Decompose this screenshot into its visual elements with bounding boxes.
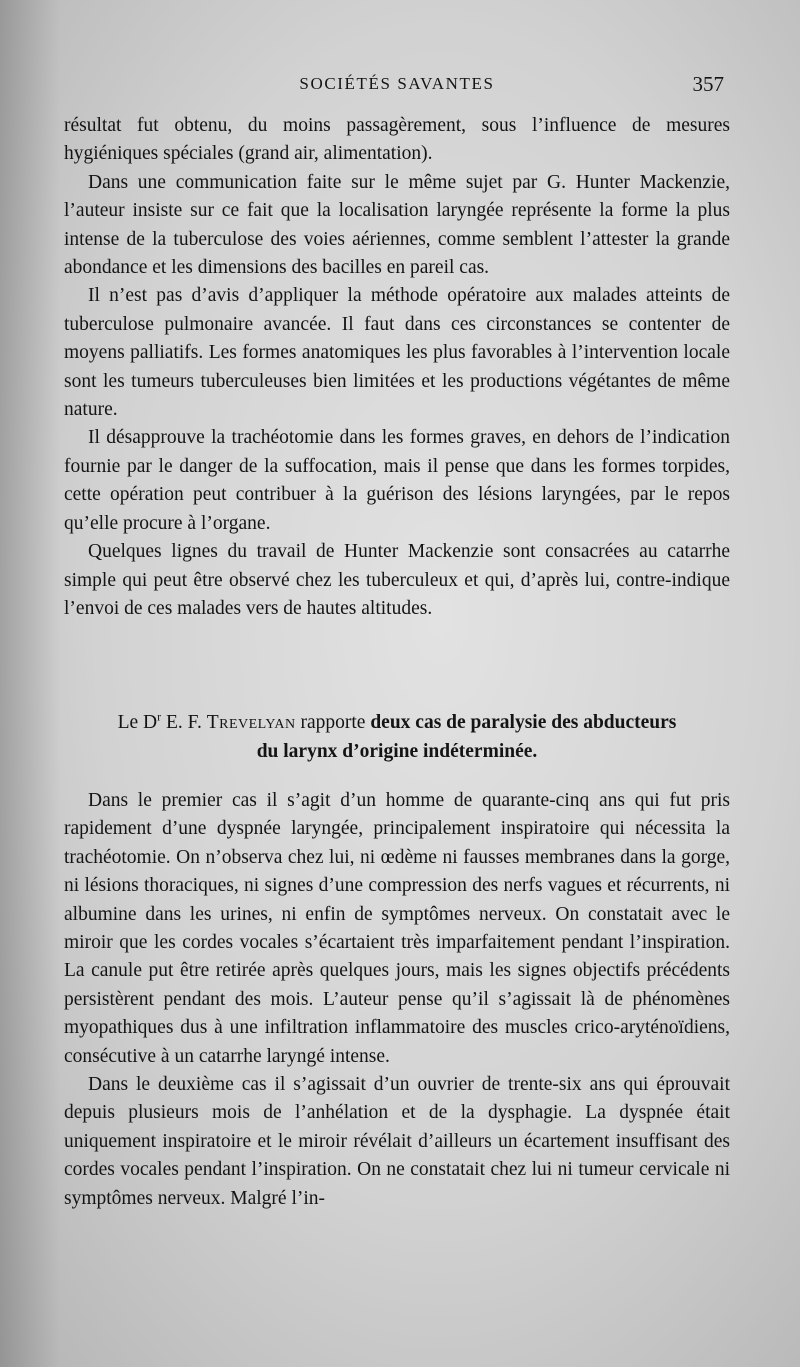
running-head: SOCIÉTÉS SAVANTES bbox=[299, 74, 495, 93]
article-heading bbox=[64, 708, 730, 766]
paragraph: Il désapprouve la trachéotomie dans les formes graves, en dehors de l’indication fournie par le danger de la suffocation, mais il pense que dans les formes torpides, cette opération peut contribuer à la guérison des lésions laryngées, par le repos qu’elle procure à l’organe. bbox=[64, 427, 730, 534]
paragraph: Dans le premier cas il s’agit d’un homme de quarante-cinq ans qui fut pris rapidement d’une dyspnée laryngée, principalement inspiratoire qui nécessita la trachéotomie. On n’observa chez lui, ni œdème ni fausses membranes dans la gorge, ni lésions thoraciques, ni signes d’une compression des nerfs vagues et récurrents, ni albumine dans les urines, ni enfin de symptômes nerveux. On constatait avec le miroir que les cordes vocales s’écartaient très imparfaitement pendant l’inspiration. La canule put être retirée après quelques jours, mais les signes objectifs précédents persistèrent pendant des mois. L’auteur pense qu’il s’agissait là de phénomènes myopathiques dus à une infiltration inflammatoire des muscles crico-aryténoïdiens, consécutive à un catarrhe laryngé intense. bbox=[64, 790, 730, 1067]
paragraph: Il n’est pas d’avis d’appliquer la méthode opératoire aux malades atteints de tuberculose pulmonaire avancée. Il faut dans ces circonstances se contenter de moyens palliatifs. Les formes anatomiques les plus favorables à l’intervention locale sont les tumeurs tuberculeuses bien limitées et les productions végétantes de même nature. bbox=[64, 285, 730, 421]
article-title-line2: du larynx d’origine indéterminée. bbox=[256, 741, 538, 762]
page-header bbox=[64, 70, 730, 100]
heading-verb: rapporte bbox=[295, 712, 371, 733]
paragraph: résultat fut obtenu, du moins passagèrement, sous l’influence de mesures hygiéniques spéciales (grand air, alimentation). bbox=[64, 115, 730, 165]
paragraph: Quelques lignes du travail de Hunter Mackenzie sont consacrées au catarrhe simple qui peut être observé chez les tuberculeux et qui, d’après lui, contre-indique l’envoi de ces malades vers de hautes altitudes. bbox=[64, 541, 730, 619]
page-edge-shadow bbox=[0, 0, 60, 1367]
section-hunter-mackenzie bbox=[64, 112, 730, 623]
section-trevelyan bbox=[64, 787, 730, 1213]
page-number: 357 bbox=[692, 72, 724, 96]
author-initials: E. F. bbox=[161, 712, 207, 733]
author-name: Trevelyan bbox=[206, 712, 296, 733]
article-title-line1: deux cas de paralysie des abducteurs bbox=[370, 712, 677, 733]
heading-prefix: Le D bbox=[117, 712, 158, 733]
heading-prefix-sup: r bbox=[157, 709, 162, 724]
paragraph: Dans une communication faite sur le même sujet par G. Hunter Mackenzie, l’auteur insiste sur ce fait que la localisation laryngée représente la forme la plus intense de la tuberculose des voies aériennes, comme semblent l’attester la grande abondance et les dimensions des bacilles en pareil cas. bbox=[64, 171, 730, 279]
paragraph: Dans le deuxième cas il s’agissait d’un ouvrier de trente-six ans qui éprouvait depuis plusieurs mois de l’anhélation et de la dysphagie. La dyspnée était uniquement inspiratoire et le miroir révélait d’ailleurs un écartement insuffisant des cordes vocales pendant l’inspiration. On ne constatait chez lui ni tumeur cervicale ni symptômes nerveux. Malgré l’in- bbox=[64, 1074, 730, 1209]
